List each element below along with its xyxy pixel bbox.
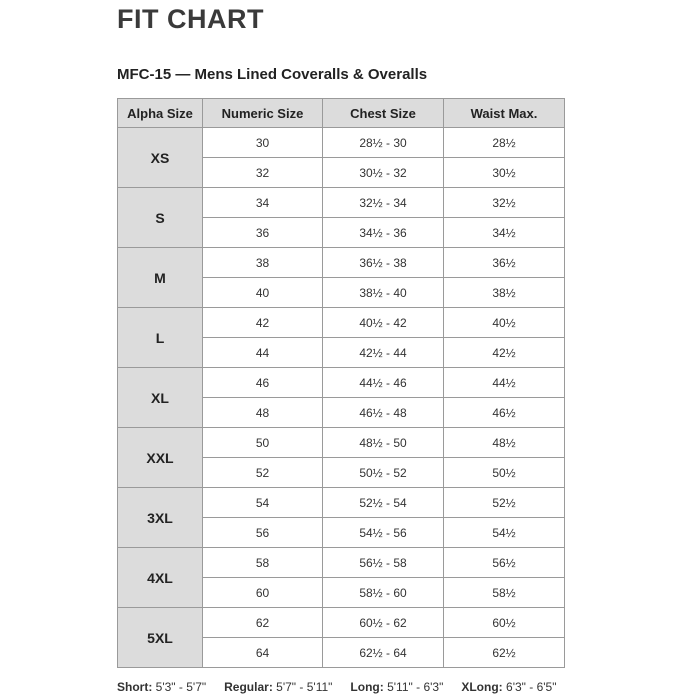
numeric-size-cell: 54 [203, 488, 323, 518]
waist-max-cell: 62½ [444, 638, 565, 668]
waist-max-cell: 58½ [444, 578, 565, 608]
alpha-size-cell: 3XL [118, 488, 203, 548]
waist-max-cell: 46½ [444, 398, 565, 428]
waist-max-cell: 48½ [444, 428, 565, 458]
length-legend-item [117, 680, 206, 694]
chest-size-cell: 28½ - 30 [323, 128, 444, 158]
header-waist-max: Waist Max. [444, 99, 565, 128]
chest-size-cell: 42½ - 44 [323, 338, 444, 368]
alpha-size-cell: XL [118, 368, 203, 428]
chest-size-cell: 30½ - 32 [323, 158, 444, 188]
waist-max-cell: 56½ [444, 548, 565, 578]
chest-size-cell: 36½ - 38 [323, 248, 444, 278]
chest-size-cell: 52½ - 54 [323, 488, 444, 518]
inseam-length-legend [117, 680, 574, 694]
length-legend-label: XLong: [461, 680, 503, 694]
table-row [118, 428, 565, 458]
waist-max-cell: 50½ [444, 458, 565, 488]
table-body [118, 128, 565, 668]
alpha-size-cell: XXL [118, 428, 203, 488]
chest-size-cell: 62½ - 64 [323, 638, 444, 668]
fit-chart-table [117, 98, 565, 668]
alpha-size-cell: L [118, 308, 203, 368]
table-header-row [118, 99, 565, 128]
table-row [118, 188, 565, 218]
alpha-size-cell: 5XL [118, 608, 203, 668]
numeric-size-cell: 42 [203, 308, 323, 338]
table-row [118, 308, 565, 338]
length-legend-value: 5'11" - 6'3" [387, 680, 444, 694]
numeric-size-cell: 34 [203, 188, 323, 218]
waist-max-cell: 54½ [444, 518, 565, 548]
table-row [118, 608, 565, 638]
alpha-size-cell: XS [118, 128, 203, 188]
table-row [118, 488, 565, 518]
numeric-size-cell: 56 [203, 518, 323, 548]
chest-size-cell: 56½ - 58 [323, 548, 444, 578]
waist-max-cell: 36½ [444, 248, 565, 278]
waist-max-cell: 28½ [444, 128, 565, 158]
length-legend-label: Regular: [224, 680, 273, 694]
alpha-size-cell: M [118, 248, 203, 308]
numeric-size-cell: 46 [203, 368, 323, 398]
numeric-size-cell: 52 [203, 458, 323, 488]
length-legend-label: Short: [117, 680, 153, 694]
numeric-size-cell: 48 [203, 398, 323, 428]
length-legend-value: 5'3" - 5'7" [155, 680, 207, 694]
table-row [118, 128, 565, 158]
chest-size-cell: 60½ - 62 [323, 608, 444, 638]
header-chest-size: Chest Size [323, 99, 444, 128]
chest-size-cell: 32½ - 34 [323, 188, 444, 218]
waist-max-cell: 42½ [444, 338, 565, 368]
length-legend-value: 5'7" - 5'11" [276, 680, 333, 694]
numeric-size-cell: 36 [203, 218, 323, 248]
numeric-size-cell: 58 [203, 548, 323, 578]
waist-max-cell: 60½ [444, 608, 565, 638]
numeric-size-cell: 62 [203, 608, 323, 638]
chest-size-cell: 48½ - 50 [323, 428, 444, 458]
length-legend-item [224, 680, 332, 694]
chest-size-cell: 44½ - 46 [323, 368, 444, 398]
waist-max-cell: 44½ [444, 368, 565, 398]
waist-max-cell: 30½ [444, 158, 565, 188]
alpha-size-cell: 4XL [118, 548, 203, 608]
header-numeric-size: Numeric Size [203, 99, 323, 128]
numeric-size-cell: 50 [203, 428, 323, 458]
page-title: FIT CHART [117, 4, 264, 34]
numeric-size-cell: 40 [203, 278, 323, 308]
chest-size-cell: 38½ - 40 [323, 278, 444, 308]
chest-size-cell: 54½ - 56 [323, 518, 444, 548]
waist-max-cell: 40½ [444, 308, 565, 338]
numeric-size-cell: 60 [203, 578, 323, 608]
numeric-size-cell: 38 [203, 248, 323, 278]
length-legend-item [461, 680, 556, 694]
length-legend-label: Long: [350, 680, 384, 694]
waist-max-cell: 52½ [444, 488, 565, 518]
chest-size-cell: 50½ - 52 [323, 458, 444, 488]
waist-max-cell: 38½ [444, 278, 565, 308]
chest-size-cell: 40½ - 42 [323, 308, 444, 338]
table-row [118, 248, 565, 278]
waist-max-cell: 32½ [444, 188, 565, 218]
table-row [118, 368, 565, 398]
header-alpha-size: Alpha Size [118, 99, 203, 128]
alpha-size-cell: S [118, 188, 203, 248]
chart-subtitle: MFC-15 — Mens Lined Coveralls & Overalls [117, 66, 428, 83]
chest-size-cell: 34½ - 36 [323, 218, 444, 248]
numeric-size-cell: 30 [203, 128, 323, 158]
numeric-size-cell: 64 [203, 638, 323, 668]
waist-max-cell: 34½ [444, 218, 565, 248]
chest-size-cell: 58½ - 60 [323, 578, 444, 608]
chest-size-cell: 46½ - 48 [323, 398, 444, 428]
length-legend-item [350, 680, 443, 694]
numeric-size-cell: 44 [203, 338, 323, 368]
table-row [118, 548, 565, 578]
length-legend-value: 6'3" - 6'5" [506, 680, 557, 694]
numeric-size-cell: 32 [203, 158, 323, 188]
